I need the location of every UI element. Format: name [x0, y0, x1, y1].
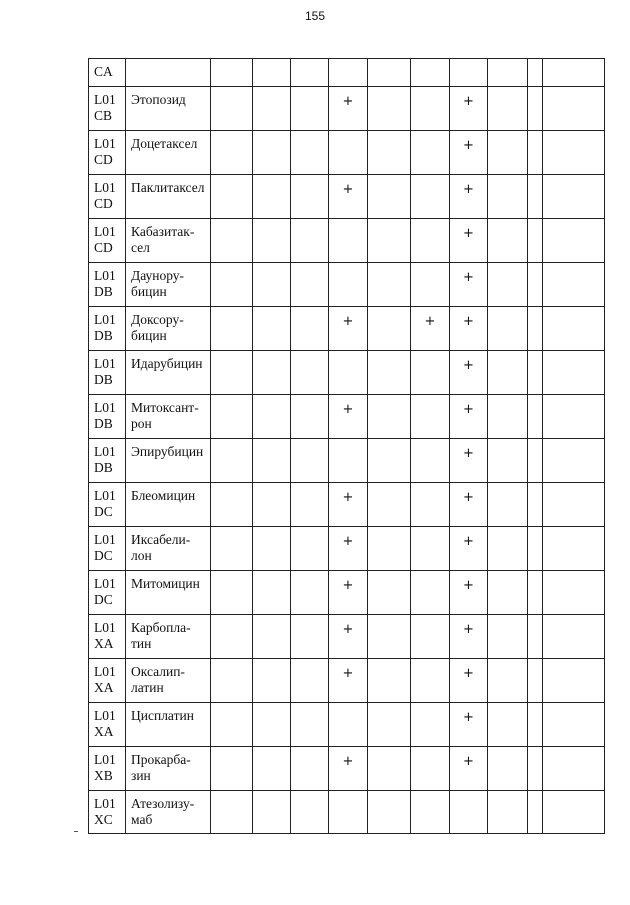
mark-cell	[291, 747, 329, 791]
atc-code-line: DB	[94, 460, 113, 475]
drug-name-cell	[126, 351, 211, 395]
mark-cell	[488, 263, 528, 307]
drug-name-cell	[126, 131, 211, 175]
table-row	[89, 483, 605, 527]
table-row	[89, 439, 605, 483]
drug-name-line: Кабазитак-	[131, 224, 195, 239]
drug-name-cell	[126, 87, 211, 131]
mark-cell	[291, 219, 329, 263]
mark-cell	[253, 703, 291, 747]
mark-cell	[329, 59, 368, 87]
mark-cell	[329, 791, 368, 834]
table-row	[89, 659, 605, 703]
drug-name-cell	[126, 439, 211, 483]
atc-code-line: L01	[94, 708, 116, 723]
mark-cell	[543, 307, 605, 351]
mark-cell: +	[329, 395, 368, 439]
mark-cell: +	[450, 395, 488, 439]
mark-cell	[253, 175, 291, 219]
mark-cell: +	[450, 351, 488, 395]
atc-code-line: DC	[94, 548, 113, 563]
mark-cell	[329, 351, 368, 395]
mark-cell	[488, 307, 528, 351]
atc-code-cell	[89, 527, 126, 571]
mark-cell	[488, 659, 528, 703]
mark-cell	[291, 439, 329, 483]
drug-name-line: тин	[131, 636, 152, 651]
mark-cell	[291, 175, 329, 219]
atc-code-line: L01	[94, 92, 116, 107]
mark-cell	[488, 791, 528, 834]
mark-cell	[211, 307, 253, 351]
mark-cell: +	[450, 747, 488, 791]
drug-name-line: лон	[131, 548, 152, 563]
atc-code-line: CD	[94, 152, 113, 167]
mark-cell	[253, 87, 291, 131]
mark-cell	[253, 747, 291, 791]
mark-cell: +	[450, 483, 488, 527]
mark-cell	[488, 703, 528, 747]
atc-code-line: L01	[94, 444, 116, 459]
mark-cell	[543, 351, 605, 395]
mark-cell	[211, 615, 253, 659]
mark-cell	[488, 571, 528, 615]
mark-cell	[528, 439, 543, 483]
mark-cell	[543, 791, 605, 834]
mark-cell	[291, 527, 329, 571]
table-body	[89, 59, 605, 834]
mark-cell	[488, 747, 528, 791]
mark-cell	[253, 483, 291, 527]
mark-cell	[528, 131, 543, 175]
mark-cell	[253, 439, 291, 483]
mark-cell	[291, 659, 329, 703]
mark-cell	[450, 791, 488, 834]
mark-cell	[291, 131, 329, 175]
drug-name-line: бицин	[131, 328, 167, 343]
mark-cell	[543, 87, 605, 131]
drug-name-line: Паклитаксел	[131, 180, 205, 195]
drug-name-line: рон	[131, 416, 152, 431]
mark-cell	[543, 571, 605, 615]
mark-cell	[543, 483, 605, 527]
mark-cell	[368, 527, 411, 571]
drug-name-line: Карбопла-	[131, 620, 191, 635]
atc-code-line: XA	[94, 680, 114, 695]
mark-cell	[253, 59, 291, 87]
mark-cell	[543, 263, 605, 307]
atc-code-cell	[89, 131, 126, 175]
mark-cell	[528, 87, 543, 131]
drug-name-line: бицин	[131, 284, 167, 299]
mark-cell	[329, 219, 368, 263]
mark-cell	[253, 395, 291, 439]
mark-cell: +	[450, 571, 488, 615]
drug-table	[88, 58, 605, 834]
table-row	[89, 395, 605, 439]
atc-code-line: L01	[94, 180, 116, 195]
mark-cell	[329, 263, 368, 307]
drug-name-cell	[126, 307, 211, 351]
atc-code-cell	[89, 395, 126, 439]
page-number: 155	[304, 9, 326, 23]
drug-name-line: зин	[131, 768, 151, 783]
mark-cell	[411, 571, 450, 615]
mark-cell	[488, 131, 528, 175]
mark-cell	[368, 263, 411, 307]
mark-cell	[411, 659, 450, 703]
mark-cell	[528, 395, 543, 439]
mark-cell	[528, 59, 543, 87]
atc-code-line: L01	[94, 268, 116, 283]
mark-cell: +	[450, 263, 488, 307]
atc-code-line: XA	[94, 636, 114, 651]
atc-code-cell	[89, 791, 126, 834]
mark-cell	[411, 439, 450, 483]
drug-name-cell	[126, 59, 211, 87]
drug-name-line: Атезолизу-	[131, 796, 195, 811]
table-row	[89, 87, 605, 131]
mark-cell	[543, 747, 605, 791]
mark-cell: +	[329, 659, 368, 703]
atc-code-line: L01	[94, 224, 116, 239]
atc-code-cell	[89, 263, 126, 307]
drug-name-cell	[126, 615, 211, 659]
table-row	[89, 615, 605, 659]
mark-cell	[253, 571, 291, 615]
mark-cell: +	[450, 219, 488, 263]
mark-cell	[368, 703, 411, 747]
mark-cell	[253, 791, 291, 834]
atc-code-cell	[89, 439, 126, 483]
drug-name-line: Доксору-	[131, 312, 184, 327]
atc-code-line: DC	[94, 504, 113, 519]
mark-cell: +	[450, 659, 488, 703]
mark-cell: +	[329, 571, 368, 615]
atc-code-cell	[89, 219, 126, 263]
mark-cell	[488, 395, 528, 439]
mark-cell	[411, 615, 450, 659]
atc-code-cell	[89, 87, 126, 131]
mark-cell	[253, 131, 291, 175]
mark-cell	[368, 175, 411, 219]
atc-code-cell	[89, 59, 126, 87]
drug-name-cell	[126, 219, 211, 263]
mark-cell	[528, 219, 543, 263]
drug-name-cell	[126, 703, 211, 747]
table-row	[89, 791, 605, 834]
mark-cell	[211, 571, 253, 615]
atc-code-cell	[89, 703, 126, 747]
mark-cell	[291, 351, 329, 395]
mark-cell	[528, 615, 543, 659]
mark-cell	[528, 571, 543, 615]
mark-cell	[411, 527, 450, 571]
mark-cell	[211, 483, 253, 527]
atc-code-line: CD	[94, 240, 113, 255]
mark-cell	[411, 175, 450, 219]
mark-cell	[543, 175, 605, 219]
mark-cell	[543, 439, 605, 483]
atc-code-line: L01	[94, 664, 116, 679]
mark-cell: +	[450, 307, 488, 351]
mark-cell	[488, 351, 528, 395]
mark-cell: +	[411, 307, 450, 351]
drug-name-cell	[126, 659, 211, 703]
atc-code-cell	[89, 175, 126, 219]
drug-name-cell	[126, 747, 211, 791]
mark-cell: +	[450, 703, 488, 747]
mark-cell	[528, 263, 543, 307]
drug-name-cell	[126, 791, 211, 834]
mark-cell	[291, 703, 329, 747]
table-row	[89, 175, 605, 219]
mark-cell	[368, 351, 411, 395]
mark-cell: +	[450, 131, 488, 175]
mark-cell: +	[450, 439, 488, 483]
mark-cell: +	[329, 615, 368, 659]
atc-code-line: L01	[94, 136, 116, 151]
mark-cell	[253, 307, 291, 351]
drug-name-line: Блеомицин	[131, 488, 196, 503]
mark-cell	[543, 59, 605, 87]
atc-code-line: L01	[94, 532, 116, 547]
drug-name-line: Митоксант-	[131, 400, 199, 415]
drug-name-line: Этопозид	[131, 92, 186, 107]
atc-code-line: L01	[94, 488, 116, 503]
atc-code-cell	[89, 307, 126, 351]
mark-cell	[543, 615, 605, 659]
mark-cell	[291, 263, 329, 307]
mark-cell	[368, 395, 411, 439]
mark-cell	[411, 219, 450, 263]
atc-code-line: XB	[94, 768, 113, 783]
mark-cell	[368, 219, 411, 263]
mark-cell	[488, 59, 528, 87]
atc-code-line: L01	[94, 752, 116, 767]
mark-cell: +	[450, 527, 488, 571]
mark-cell	[291, 307, 329, 351]
atc-code-cell	[89, 351, 126, 395]
mark-cell: +	[329, 307, 368, 351]
mark-cell	[211, 263, 253, 307]
mark-cell: +	[329, 747, 368, 791]
mark-cell: +	[329, 175, 368, 219]
mark-cell	[411, 395, 450, 439]
drug-name-cell	[126, 483, 211, 527]
mark-cell	[291, 59, 329, 87]
atc-code-cell	[89, 747, 126, 791]
mark-cell	[488, 483, 528, 527]
mark-cell	[253, 351, 291, 395]
drug-name-line: Цисплатин	[131, 708, 194, 723]
table-row	[89, 131, 605, 175]
mark-cell	[329, 439, 368, 483]
mark-cell	[211, 439, 253, 483]
mark-cell	[488, 219, 528, 263]
atc-code-line: L01	[94, 356, 116, 371]
mark-cell	[528, 483, 543, 527]
atc-code-cell	[89, 483, 126, 527]
mark-cell	[411, 483, 450, 527]
mark-cell	[291, 615, 329, 659]
mark-cell	[411, 351, 450, 395]
drug-name-line: маб	[131, 812, 153, 827]
mark-cell	[411, 703, 450, 747]
mark-cell	[211, 791, 253, 834]
mark-cell	[543, 395, 605, 439]
atc-code-line: L01	[94, 796, 116, 811]
drug-name-line: Доцетаксел	[131, 136, 198, 151]
mark-cell	[528, 351, 543, 395]
atc-code-line: XA	[94, 724, 114, 739]
mark-cell	[368, 747, 411, 791]
mark-cell	[253, 615, 291, 659]
mark-cell	[528, 703, 543, 747]
atc-code-cell	[89, 615, 126, 659]
mark-cell	[528, 175, 543, 219]
mark-cell: +	[329, 87, 368, 131]
mark-cell	[211, 747, 253, 791]
mark-cell	[488, 175, 528, 219]
mark-cell	[211, 659, 253, 703]
mark-cell: +	[450, 87, 488, 131]
mark-cell	[211, 703, 253, 747]
mark-cell	[291, 791, 329, 834]
mark-cell	[543, 131, 605, 175]
mark-cell	[253, 527, 291, 571]
mark-cell	[543, 659, 605, 703]
mark-cell	[488, 87, 528, 131]
table-row	[89, 307, 605, 351]
atc-code-line: DB	[94, 372, 113, 387]
mark-cell	[488, 439, 528, 483]
mark-cell: +	[450, 615, 488, 659]
mark-cell: +	[329, 527, 368, 571]
mark-cell	[543, 703, 605, 747]
mark-cell	[329, 131, 368, 175]
mark-cell	[211, 59, 253, 87]
drug-name-cell	[126, 571, 211, 615]
mark-cell	[253, 659, 291, 703]
table-row	[89, 703, 605, 747]
mark-cell	[368, 791, 411, 834]
mark-cell	[543, 527, 605, 571]
mark-cell	[528, 307, 543, 351]
mark-cell	[211, 219, 253, 263]
mark-cell	[211, 527, 253, 571]
atc-code-line: L01	[94, 312, 116, 327]
table-row	[89, 747, 605, 791]
mark-cell	[211, 131, 253, 175]
drug-name-line: Даунору-	[131, 268, 185, 283]
mark-cell: +	[450, 175, 488, 219]
mark-cell	[411, 59, 450, 87]
mark-cell	[211, 175, 253, 219]
drug-name-line: Идарубицин	[131, 356, 203, 371]
drug-name-line: латин	[131, 680, 164, 695]
mark-cell	[368, 87, 411, 131]
mark-cell	[528, 659, 543, 703]
atc-code-cell	[89, 571, 126, 615]
drug-name-line: Оксалип-	[131, 664, 185, 679]
mark-cell	[411, 747, 450, 791]
drug-name-line: Эпирубицин	[131, 444, 204, 459]
mark-cell	[291, 87, 329, 131]
mark-cell	[368, 659, 411, 703]
mark-cell: +	[329, 483, 368, 527]
atc-code-line: DB	[94, 328, 113, 343]
mark-cell	[488, 527, 528, 571]
mark-cell	[368, 483, 411, 527]
mark-cell	[291, 395, 329, 439]
table-row	[89, 59, 605, 87]
mark-cell	[411, 791, 450, 834]
mark-cell	[368, 571, 411, 615]
mark-cell	[253, 263, 291, 307]
drug-name-cell	[126, 527, 211, 571]
drug-name-line: Прокарба-	[131, 752, 191, 767]
table-row	[89, 219, 605, 263]
atc-code-line: DC	[94, 592, 113, 607]
mark-cell	[368, 439, 411, 483]
drug-name-cell	[126, 263, 211, 307]
drug-name-cell	[126, 395, 211, 439]
atc-code-line: CA	[94, 64, 113, 79]
mark-cell	[368, 131, 411, 175]
mark-cell	[528, 747, 543, 791]
table-row	[89, 263, 605, 307]
mark-cell	[488, 615, 528, 659]
atc-code-line: L01	[94, 576, 116, 591]
mark-cell	[329, 703, 368, 747]
atc-code-line: DB	[94, 416, 113, 431]
mark-cell	[253, 219, 291, 263]
drug-name-cell	[126, 175, 211, 219]
atc-code-line: L01	[94, 620, 116, 635]
mark-cell	[411, 263, 450, 307]
margin-mark	[74, 831, 78, 832]
mark-cell	[450, 59, 488, 87]
atc-code-line: CB	[94, 108, 113, 123]
mark-cell	[411, 131, 450, 175]
atc-code-cell	[89, 659, 126, 703]
mark-cell	[291, 483, 329, 527]
table-row	[89, 527, 605, 571]
mark-cell	[291, 571, 329, 615]
mark-cell	[368, 59, 411, 87]
mark-cell	[211, 351, 253, 395]
mark-cell	[543, 219, 605, 263]
mark-cell	[411, 87, 450, 131]
atc-code-line: CD	[94, 196, 113, 211]
mark-cell	[368, 307, 411, 351]
table-row	[89, 571, 605, 615]
mark-cell	[211, 87, 253, 131]
atc-code-line: XC	[94, 812, 113, 827]
drug-name-line: Митомицин	[131, 576, 200, 591]
atc-code-line: DB	[94, 284, 113, 299]
table-row	[89, 351, 605, 395]
mark-cell	[368, 615, 411, 659]
drug-name-line: Иксабели-	[131, 532, 191, 547]
mark-cell	[211, 395, 253, 439]
mark-cell	[528, 791, 543, 834]
atc-code-line: L01	[94, 400, 116, 415]
drug-name-line: сел	[131, 240, 150, 255]
mark-cell	[528, 527, 543, 571]
